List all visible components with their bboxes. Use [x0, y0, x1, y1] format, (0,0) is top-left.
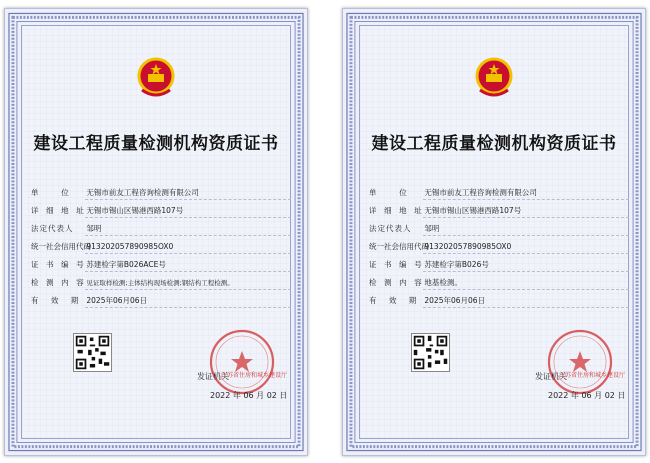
certificate-right: [342, 8, 646, 456]
official-seal-icon: [545, 327, 615, 397]
issuer-org: 江苏省住房和城乡建设厅: [221, 372, 288, 379]
divider: [423, 235, 629, 237]
divider: [85, 271, 291, 273]
certificate-title: 建设工程质量检测机构资质证书: [33, 134, 279, 154]
field-validity: 有 效 期 2025年06月06日: [369, 296, 486, 305]
divider: [85, 235, 291, 237]
divider: [85, 217, 291, 219]
qr-code-icon: [411, 333, 450, 372]
divider: [423, 217, 629, 219]
field-scope: 检 测 内 容 地基检测。: [369, 278, 462, 287]
divider: [423, 253, 629, 255]
field-cert-number: 证 书 编 号 苏建检字第B026ACE号: [31, 260, 166, 269]
field-credit-code: 统一社会信用代码 913202057890985OX0: [31, 242, 174, 251]
official-seal-icon: [207, 327, 277, 397]
divider: [423, 289, 629, 291]
issuer-label: 发证机关: [197, 372, 229, 381]
certificate-left: [4, 8, 308, 456]
qr-code-icon: [73, 333, 112, 372]
divider: [85, 199, 291, 201]
issuer-label: 发证机关: [535, 372, 567, 381]
divider: [85, 307, 291, 309]
field-legal-rep: 法定代表人 邹明: [369, 224, 440, 233]
field-scope: 检 测 内 容 见证取样检测;主体结构现场检测;钢结构工程检测。: [31, 278, 234, 287]
field-cert-number: 证 书 编 号 苏建检字第B026号: [369, 260, 489, 269]
divider: [423, 271, 629, 273]
divider: [85, 253, 291, 255]
divider: [85, 289, 291, 291]
field-unit: 单 位 无锡市前友工程咨询检测有限公司: [31, 188, 199, 197]
national-emblem-icon: [474, 56, 514, 100]
field-validity: 有 效 期 2025年06月06日: [31, 296, 148, 305]
issue-date: 2022 年 06 月 02 日: [548, 391, 626, 400]
field-legal-rep: 法定代表人 邹明: [31, 224, 102, 233]
field-credit-code: 统一社会信用代码 913202057890985OX0: [369, 242, 512, 251]
field-unit: 单 位 无锡市前友工程咨询检测有限公司: [369, 188, 537, 197]
divider: [423, 199, 629, 201]
national-emblem-icon: [136, 56, 176, 100]
field-address: 详 细 地 址 无锡市锡山区锡港西路107号: [369, 206, 522, 215]
issuer-org: 江苏省住房和城乡建设厅: [559, 372, 626, 379]
field-address: 详 细 地 址 无锡市锡山区锡港西路107号: [31, 206, 184, 215]
certificate-title: 建设工程质量检测机构资质证书: [371, 134, 617, 154]
divider: [423, 307, 629, 309]
issue-date: 2022 年 06 月 02 日: [210, 391, 288, 400]
